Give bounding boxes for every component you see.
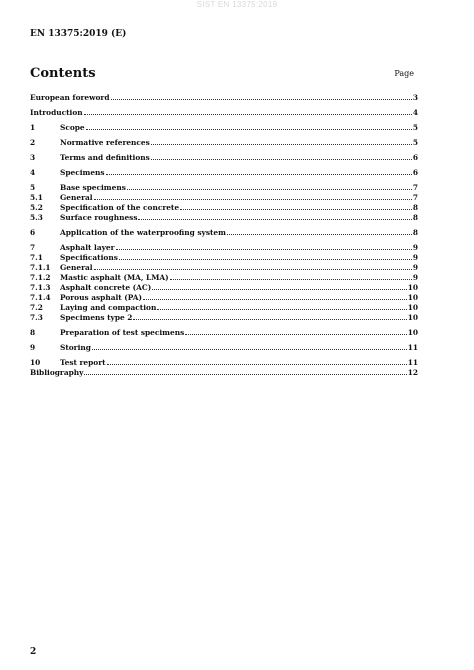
toc-entry-page: 8: [412, 228, 418, 237]
toc-entry-number: 7.1: [30, 253, 43, 262]
dot-leader: [127, 182, 412, 190]
toc-entry-page: 10: [407, 328, 418, 337]
dot-leader: [119, 252, 412, 260]
toc-entry-2[interactable]: [30, 137, 418, 147]
dot-leader: [92, 342, 407, 350]
dot-leader: [227, 227, 412, 235]
toc-entry-title: Storing: [60, 343, 91, 352]
toc-entry-page: 9: [412, 263, 418, 272]
toc-entry-title: Surface roughness: [60, 213, 138, 222]
toc-entry-number: 5.1: [30, 193, 43, 202]
toc-entry-number: 2: [30, 138, 36, 147]
dot-leader: [94, 192, 412, 200]
table-of-contents: [30, 92, 418, 377]
toc-entry-number: 7: [30, 243, 36, 252]
toc-entry-number: 1: [30, 123, 36, 132]
toc-entry-number: 10: [30, 358, 41, 367]
contents-heading: Contents: [30, 66, 96, 81]
toc-entry-number: 7.1.4: [30, 293, 51, 302]
toc-entry-page: 10: [407, 313, 418, 322]
toc-entry-7-1-4[interactable]: [30, 292, 418, 302]
toc-entry-title: Specifications: [60, 253, 118, 262]
dot-leader: [157, 302, 406, 310]
page-column-label: Page: [394, 69, 414, 78]
dot-leader: [84, 367, 406, 375]
toc-entry-7-1-2[interactable]: [30, 272, 418, 282]
toc-entry-page: 9: [412, 253, 418, 262]
dot-leader: [138, 212, 411, 220]
toc-entry-title: Porous asphalt (PA): [60, 293, 143, 302]
dot-leader: [151, 152, 412, 160]
toc-entry-title: General: [60, 263, 93, 272]
page-number: 2: [30, 647, 37, 657]
toc-entry-title: Normative references: [60, 138, 150, 147]
toc-entry-7-1-3[interactable]: [30, 282, 418, 292]
toc-entry-page: 8: [412, 213, 418, 222]
toc-entry-number: 5.2: [30, 203, 43, 212]
toc-entry-number: 7.1.2: [30, 273, 51, 282]
dot-leader: [133, 312, 406, 320]
toc-entry-number: 7.3: [30, 313, 43, 322]
dot-leader: [107, 357, 407, 365]
toc-entry-title: Introduction: [30, 108, 83, 117]
dot-leader: [152, 282, 406, 290]
toc-entry-number: 7.1.3: [30, 283, 51, 292]
toc-entry-number: 6: [30, 228, 36, 237]
toc-entry-10[interactable]: [30, 357, 418, 367]
toc-entry-number: 8: [30, 328, 36, 337]
toc-entry-3[interactable]: [30, 152, 418, 162]
toc-entry-page: 7: [412, 193, 418, 202]
toc-entry-4[interactable]: [30, 167, 418, 177]
dot-leader: [86, 122, 412, 130]
toc-entry-7-3[interactable]: [30, 312, 418, 322]
toc-entry-5[interactable]: [30, 182, 418, 192]
dot-leader: [180, 202, 412, 210]
toc-entry-page: 7: [412, 183, 418, 192]
toc-entry-title: Terms and definitions: [60, 153, 150, 162]
toc-entry-1[interactable]: [30, 122, 418, 132]
toc-entry-title: Laying and compaction: [60, 303, 157, 312]
toc-entry-6[interactable]: [30, 227, 418, 237]
watermark: SIST EN 13375:2019: [196, 0, 278, 9]
toc-entry-8[interactable]: [30, 327, 418, 337]
toc-entry-title: Specification of the concrete: [60, 203, 180, 212]
toc-entry-page: 10: [407, 303, 418, 312]
toc-entry-title: Mastic asphalt (MA, LMA): [60, 273, 169, 282]
dot-leader: [111, 92, 412, 100]
toc-entry-number: 5.3: [30, 213, 43, 222]
toc-entry-title: Bibliography: [30, 368, 84, 377]
toc-entry-title: Asphalt layer: [60, 243, 115, 252]
toc-entry-page: 10: [407, 283, 418, 292]
dot-leader: [185, 327, 406, 335]
toc-entry-number: 7.1.1: [30, 263, 51, 272]
toc-entry-page: 10: [407, 293, 418, 302]
toc-entry-number: 5: [30, 183, 36, 192]
toc-entry-title: Preparation of test specimens: [60, 328, 185, 337]
toc-entry-page: 6: [412, 153, 418, 162]
toc-entry-number: 9: [30, 343, 36, 352]
toc-entry-foreword[interactable]: [30, 92, 418, 102]
toc-entry-9[interactable]: [30, 342, 418, 352]
toc-entry-page: 12: [407, 368, 418, 377]
toc-entry-number: 3: [30, 153, 36, 162]
toc-entry-page: 9: [412, 243, 418, 252]
toc-entry-title: Base specimens: [60, 183, 126, 192]
toc-entry-page: 5: [412, 123, 418, 132]
dot-leader: [151, 137, 412, 145]
toc-entry-page: 3: [412, 93, 418, 102]
toc-entry-page: 11: [407, 358, 418, 367]
dot-leader: [170, 272, 412, 280]
toc-entry-7-1[interactable]: [30, 252, 418, 262]
toc-entry-page: 4: [412, 108, 418, 117]
toc-entry-7-2[interactable]: [30, 302, 418, 312]
dot-leader: [106, 167, 412, 175]
dot-leader: [84, 107, 412, 115]
toc-entry-page: 11: [407, 343, 418, 352]
toc-entry-title: Specimens type 2: [60, 313, 133, 322]
toc-entry-page: 6: [412, 168, 418, 177]
toc-entry-title: Specimens: [60, 168, 105, 177]
toc-entry-introduction[interactable]: [30, 107, 418, 117]
toc-entry-number: 7.2: [30, 303, 43, 312]
toc-entry-title: Scope: [60, 123, 85, 132]
toc-entry-bibliography[interactable]: [30, 367, 418, 377]
toc-entry-5-3[interactable]: [30, 212, 418, 222]
dot-leader: [143, 292, 407, 300]
toc-entry-page: 8: [412, 203, 418, 212]
toc-entry-page: 5: [412, 138, 418, 147]
dot-leader: [116, 242, 412, 250]
document-id: EN 13375:2019 (E): [30, 29, 127, 39]
toc-entry-title: Application of the waterproofing system: [60, 228, 226, 237]
toc-entry-title: European foreword: [30, 93, 110, 102]
toc-entry-5-2[interactable]: [30, 202, 418, 212]
toc-entry-5-1[interactable]: [30, 192, 418, 202]
toc-entry-7[interactable]: [30, 242, 418, 252]
dot-leader: [94, 262, 412, 270]
toc-entry-number: 4: [30, 168, 36, 177]
toc-entry-title: Asphalt concrete (AC): [60, 283, 152, 292]
toc-entry-title: General: [60, 193, 93, 202]
toc-entry-page: 9: [412, 273, 418, 282]
toc-entry-title: Test report: [60, 358, 106, 367]
toc-entry-7-1-1[interactable]: [30, 262, 418, 272]
